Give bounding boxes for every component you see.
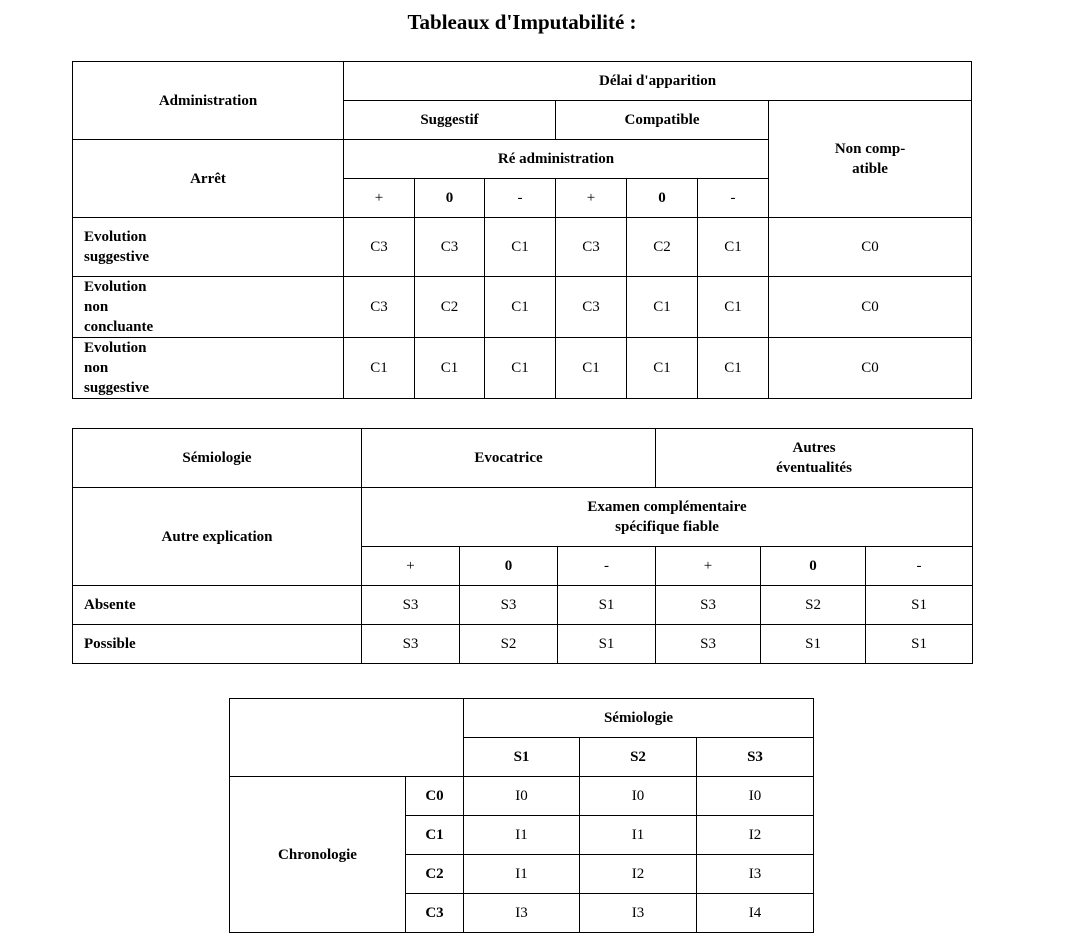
header-examen: Examen complémentaire spécifique fiable bbox=[362, 488, 973, 547]
value-cell: C1 bbox=[485, 218, 556, 277]
row-label: Possible bbox=[73, 625, 362, 664]
semiologie-table bbox=[72, 428, 973, 664]
header-semiologie: Sémiologie bbox=[73, 429, 362, 488]
table-row bbox=[73, 218, 972, 277]
imputabilite-table bbox=[229, 698, 814, 933]
row-label: C2 bbox=[406, 855, 464, 894]
value-cell: C1 bbox=[698, 338, 769, 399]
value-cell: I3 bbox=[697, 855, 814, 894]
value-cell: S3 bbox=[656, 586, 761, 625]
value-cell: S2 bbox=[460, 625, 558, 664]
row-label: Evolution suggestive bbox=[73, 218, 344, 277]
column-header: S1 bbox=[464, 738, 580, 777]
header-evocatrice: Evocatrice bbox=[362, 429, 656, 488]
value-cell: I1 bbox=[580, 816, 697, 855]
column-header: S3 bbox=[697, 738, 814, 777]
header-compatible: Compatible bbox=[556, 101, 769, 140]
sign-cell: 0 bbox=[460, 547, 558, 586]
value-cell: S3 bbox=[362, 625, 460, 664]
value-cell: C1 bbox=[485, 338, 556, 399]
value-cell: C3 bbox=[556, 218, 627, 277]
sign-cell: + bbox=[556, 179, 627, 218]
value-cell: S1 bbox=[866, 586, 973, 625]
header-autres: Autres éventualités bbox=[656, 429, 973, 488]
value-cell: S1 bbox=[558, 625, 656, 664]
value-cell: I1 bbox=[464, 816, 580, 855]
page-title: Tableaux d'Imputabilité : bbox=[407, 10, 637, 34]
value-cell: S1 bbox=[866, 625, 973, 664]
row-group-chronologie: Chronologie bbox=[230, 777, 406, 933]
sign-cell: - bbox=[698, 179, 769, 218]
value-cell: C0 bbox=[769, 277, 972, 338]
empty-corner bbox=[230, 699, 464, 777]
sign-cell: - bbox=[485, 179, 556, 218]
value-cell: S2 bbox=[761, 586, 866, 625]
value-cell: I2 bbox=[580, 855, 697, 894]
row-label: Evolution non concluante bbox=[73, 277, 344, 338]
row-label: Evolution non suggestive bbox=[73, 338, 344, 399]
value-cell: S3 bbox=[656, 625, 761, 664]
value-cell: C1 bbox=[627, 277, 698, 338]
value-cell: C1 bbox=[627, 338, 698, 399]
header-re-administration: Ré administration bbox=[344, 140, 769, 179]
table-row bbox=[73, 625, 973, 664]
header-semiologie: Sémiologie bbox=[464, 699, 814, 738]
sign-cell: + bbox=[362, 547, 460, 586]
sign-cell: + bbox=[656, 547, 761, 586]
value-cell: S3 bbox=[460, 586, 558, 625]
table-row bbox=[230, 777, 814, 816]
sign-cell: - bbox=[558, 547, 656, 586]
value-cell: C3 bbox=[556, 277, 627, 338]
header-non-compatible: Non comp- atible bbox=[769, 101, 972, 218]
value-cell: S1 bbox=[558, 586, 656, 625]
value-cell: I3 bbox=[580, 894, 697, 933]
header-arret: Arrêt bbox=[73, 140, 344, 218]
value-cell: C3 bbox=[344, 218, 415, 277]
sign-cell: 0 bbox=[415, 179, 485, 218]
value-cell: I3 bbox=[464, 894, 580, 933]
table-row bbox=[73, 586, 973, 625]
row-label: C3 bbox=[406, 894, 464, 933]
value-cell: I0 bbox=[697, 777, 814, 816]
header-administration: Administration bbox=[73, 62, 344, 140]
value-cell: C1 bbox=[556, 338, 627, 399]
value-cell: C0 bbox=[769, 218, 972, 277]
value-cell: C1 bbox=[485, 277, 556, 338]
value-cell: C0 bbox=[769, 338, 972, 399]
header-delai: Délai d'apparition bbox=[344, 62, 972, 101]
value-cell: C2 bbox=[627, 218, 698, 277]
table-row bbox=[73, 338, 972, 399]
value-cell: I0 bbox=[464, 777, 580, 816]
column-header: S2 bbox=[580, 738, 697, 777]
sign-cell: + bbox=[344, 179, 415, 218]
chronologie-table bbox=[72, 61, 972, 399]
value-cell: C1 bbox=[415, 338, 485, 399]
header-autre-explication: Autre explication bbox=[73, 488, 362, 586]
row-label: Absente bbox=[73, 586, 362, 625]
sign-cell: 0 bbox=[761, 547, 866, 586]
value-cell: I1 bbox=[464, 855, 580, 894]
table-row bbox=[73, 277, 972, 338]
value-cell: I0 bbox=[580, 777, 697, 816]
value-cell: C3 bbox=[415, 218, 485, 277]
value-cell: C2 bbox=[415, 277, 485, 338]
sign-cell: 0 bbox=[627, 179, 698, 218]
value-cell: C3 bbox=[344, 277, 415, 338]
value-cell: I2 bbox=[697, 816, 814, 855]
value-cell: C1 bbox=[344, 338, 415, 399]
header-suggestif: Suggestif bbox=[344, 101, 556, 140]
value-cell: I4 bbox=[697, 894, 814, 933]
value-cell: S3 bbox=[362, 586, 460, 625]
value-cell: C1 bbox=[698, 218, 769, 277]
value-cell: C1 bbox=[698, 277, 769, 338]
row-label: C0 bbox=[406, 777, 464, 816]
row-label: C1 bbox=[406, 816, 464, 855]
sign-cell: - bbox=[866, 547, 973, 586]
value-cell: S1 bbox=[761, 625, 866, 664]
